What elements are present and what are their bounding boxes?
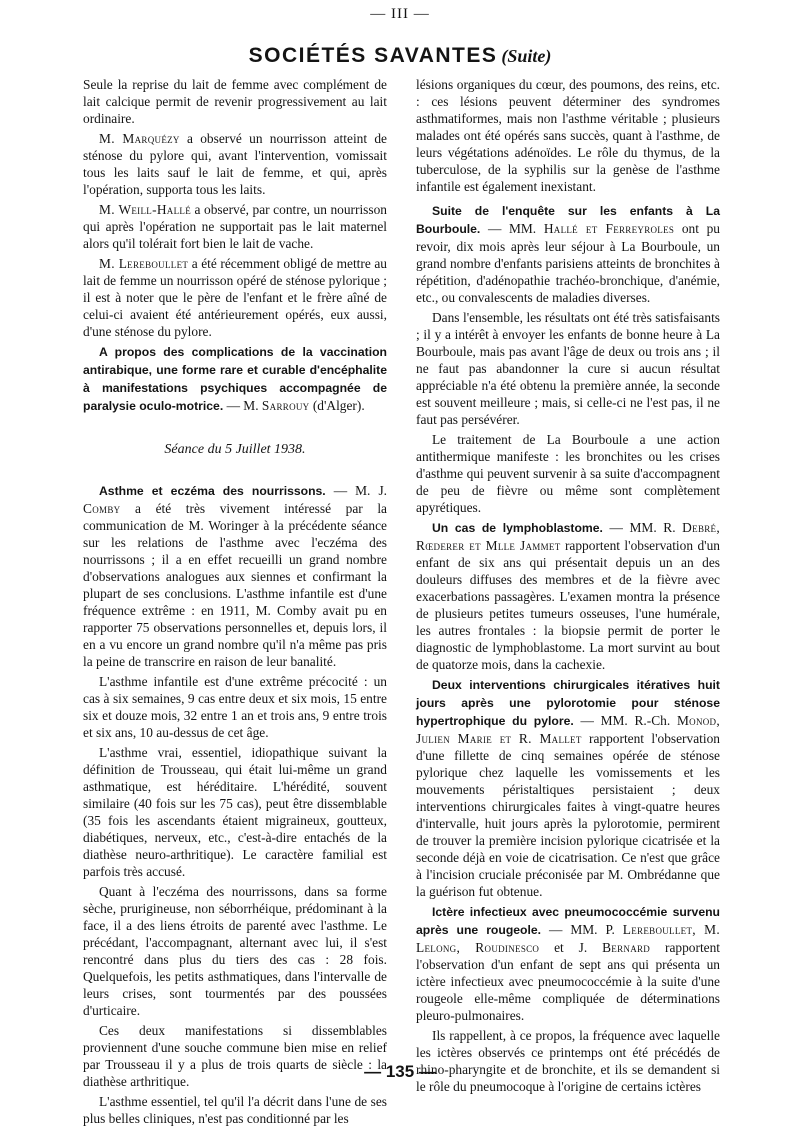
author-name: Sarrouy	[261, 398, 310, 413]
section-suite: (Suite)	[501, 46, 552, 66]
communication-title: Ictère infectieux avec pneumococcémie survenu après une rougeole.	[416, 905, 720, 937]
paragraph-text: a observé un nourrisson atteint de sténose du pylore qui, avant l'intervention, vomissait tous les laits sauf le lait de femme, et qui, après l'opération, supporta tous les laits.	[83, 131, 387, 197]
paragraph	[83, 201, 387, 252]
author-name: Comby	[83, 501, 121, 516]
paragraph-text: rapportent l'observation d'un enfant de sept ans qui présenta un ictère infectieux avec pneumococcémie à la suite d'une rougeole elle-même compliquée de déterminations pleuro-pulmonaires.	[416, 940, 721, 1023]
right-column	[416, 76, 720, 1098]
communication-title: A propos des complications de la vaccination antirabique, une forme rare et curable d'encéphalite à manifestations psychiques accompagnée de paralysie oculo-motrice.	[83, 345, 387, 413]
paragraph-text: rapportent l'observation d'une fillette de cinq semaines opérée de sténose pylorique chez laquelle les vomissements et les mouvements péristaltiques persistaient ; deux interventions chirurgicales faites à vingt-quatre heures d'intervalle, huit jours après la pylorotomie, permirent de trouver la première incision pylorique cicatrisée et la seconde déjà en voie de cicatrisation. Ce n'est que grâce à l'incision cruciale préconisée par M. Ombrédanne que la guérison fut obtenue.	[416, 731, 720, 899]
author-name: Lereboullet, M. Lelong, Roudinesco	[416, 922, 720, 955]
paragraph	[83, 482, 387, 670]
paragraph: Le traitement de La Bourboule a une action antithermique manifeste : les bronchites ou les crises d'asthme qui peuvent survenir à sa suite d'accompagnent de peu de fièvre ou même sont complètement apyrétiques.	[416, 432, 720, 515]
paragraph-text: — MM.	[480, 221, 544, 236]
paragraph	[83, 130, 387, 198]
author-name: Hallé et Ferreyroles	[543, 221, 675, 236]
paragraph	[416, 903, 720, 1024]
communication-title: Un cas de lymphoblastome.	[432, 521, 603, 535]
paragraph-text: (d'Alger).	[309, 398, 365, 413]
running-folio: — III —	[370, 6, 430, 22]
paragraph-text: a observé, par contre, un nourrisson qui après l'opération ne supportait pas le lait maternel alors qu'il tolérait fort bien le lait de vache.	[83, 202, 387, 251]
paragraph	[416, 676, 720, 900]
left-column	[83, 76, 387, 1130]
paragraph: Dans l'ensemble, les résultats ont été très satisfaisants ; il y a intérêt à envoyer les enfants de bonne heure à La Bourboule, mais pas avant l'âge de deux ou trois ans ; il ne faut pas abandonner la cure si aucun résultat appréciable n'a été obtenu la première année, la seconde est souvent meilleure ; mais, si celle-ci ne l'est pas, il ne faut pas persévérer.	[416, 310, 720, 427]
paragraph-text: — MM. R.	[602, 520, 683, 535]
communication-title: Deux interventions chirurgicales itératives huit jours après une pylorotomie pour sténose hypertrophique du pylore.	[416, 678, 720, 728]
paragraph-text: — MM. P.	[541, 922, 623, 937]
paragraph-text: — M.	[223, 398, 262, 413]
paragraph: lésions organiques du cœur, des poumons, des reins, etc. : ces lésions peuvent déterminer des syndromes asthmatiformes, mais non l'asthme véritable ; plusieurs malades ont été opérés sans succès, quant à l'asthme, de leurs végétations adénoïdes. Le rôle du thymus, de la tuberculose, de la syphilis sur la genèse de l'asthme infantile est également inexistant.	[416, 77, 720, 194]
author-name: M. Marquézy	[99, 131, 180, 146]
paragraph	[416, 519, 720, 673]
section-title: SOCIÉTÉS SAVANTES	[248, 44, 498, 67]
page-number: — 135 —	[364, 1062, 436, 1081]
paragraph: Seule la reprise du lait de femme avec complément de lait calcique permit de revenir progressivement au lait ordinaire.	[83, 77, 387, 126]
paragraph	[83, 343, 387, 415]
section-heading	[0, 44, 800, 68]
author-name: M. Lereboullet	[99, 256, 189, 271]
session-date: Séance du 5 Juillet 1938.	[164, 442, 306, 457]
paragraph-text: rapportent l'observation d'un enfant de six ans qui présentait depuis un an des douleurs diffuses des membres et de la fièvre avec exacerbations passagères. L'examen montra la présence de plusieurs petites tumeurs osseuses, l'une humérale, les autres frontales : la biopsie permit de porter le diagnostic de lymphoblastome. La mort survint au bout de quatorze mois, dans la cachexie.	[416, 538, 720, 672]
communication-title: Suite de l'enquête sur les enfants à La Bourboule.	[416, 204, 720, 236]
author-name: Debré, Rœderer et Mlle Jammet	[416, 520, 720, 553]
paragraph-text: — MM. R.-Ch.	[573, 713, 677, 728]
paragraph: Quant à l'eczéma des nourrissons, dans sa forme sèche, prurigineuse, non séborrhéique, prédominant à la face, il a des liens étroits de parenté avec l'asthme. Le précédant, l'accompagnant, alternant avec lui, il s'est rencontré dans plus du tiers des cas : 28 fois. Quelquefois, les petits asthmatiques, dans l'intervalle de leurs crises, sont tourmentés par des poussées d'urticaire.	[83, 884, 387, 1018]
paragraph-text: et J.	[539, 940, 603, 955]
paragraph-text: — M. J.	[325, 483, 387, 498]
paragraph-text: a été récemment obligé de mettre au lait de femme un nourrisson opéré de sténose pylorique ; il est à noter que le père de l'enfant et le frère aîné de celui-ci avaient été antérieurement opérés, eux aussi, d'une sténose du pylore.	[83, 256, 387, 339]
communication-title: Asthme et eczéma des nourrissons.	[99, 484, 326, 498]
paragraph-text: ont pu revoir, dix mois après leur séjour à La Bourboule, un grand nombre d'enfants parisiens atteints de bronchites à répétition, d'adénopathie trachéo-bronchique, d'anémie, etc., ou convalescents de maladies diverses.	[416, 221, 720, 305]
paragraph: Ils rappellent, à ce propos, la fréquence avec laquelle les ictères observés ce printemps ont été précédés de rhino-pharyngite et de bronchite, et ils se demandent si le rôle du pneumocoque à l'origine de certains ictères	[416, 1028, 720, 1094]
paragraph	[83, 255, 387, 340]
author-name: Bernard	[602, 940, 651, 955]
paragraph-text: a été très vivement intéressé par la communication de M. Woringer à la précédente séance sur les relations de l'asthme avec l'eczéma des nourrissons ; il a en effet recueilli un grand nombre d'observations analogues aux siennes et confirmant la plupart de ses conclusions. L'asthme infantile est d'une fréquence extrême : en 1911, M. Comby avait pu en rapporter 75 observations personnelles et, depuis lors, il en a vu encore un grand nombre qu'il n'a même pas pris la peine de transcrire en raison de leur banalité.	[83, 501, 387, 669]
paragraph: L'asthme vrai, essentiel, idiopathique suivant la définition de Trousseau, qui était lui-même un grand asthmatique, est héréditaire. L'hérédité, souvent similaire (40 fois sur les 75 cas), peut être dissemblable (35 fois les ascendants étaient migraineux, goutteux, diabétiques, nerveux, etc., c'est-à-dire entachés de la diathèse neuro-arthritique). Le caractère familial est parfois très accusé.	[83, 745, 387, 879]
paragraph: Ces deux manifestations si dissemblables proviennent d'une souche commune bien mise en relief par Trousseau il y a plus de trois quarts de siècle : la diathèse arthritique.	[83, 1023, 387, 1089]
author-name: M. Weill-Hallé	[99, 202, 191, 217]
paragraph: L'asthme infantile est d'une extrême précocité : un cas à six semaines, 9 cas entre deux et six mois, 15 entre six et douze mois, 32 entre 1 an et trois ans, 9 entre trois et six ans, 10 au-dessus de cet âge.	[83, 674, 387, 740]
paragraph: L'asthme essentiel, tel qu'il l'a décrit dans l'une de ses plus belles cliniques, n'est pas conditionné par les	[83, 1094, 387, 1126]
paragraph	[416, 202, 720, 306]
author-name: Monod, Julien Marie et R. Mallet	[416, 713, 721, 746]
